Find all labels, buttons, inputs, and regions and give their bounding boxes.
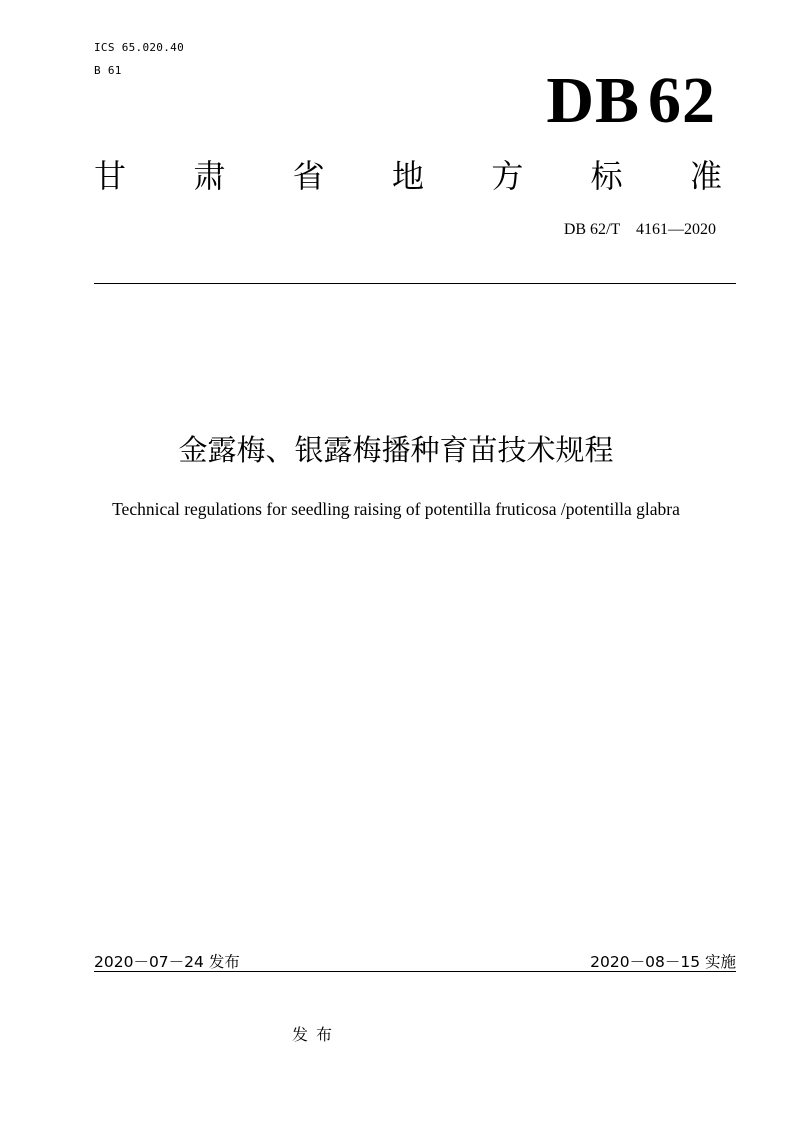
db-prefix: DB <box>546 64 640 137</box>
bottom-divider <box>94 971 736 972</box>
title-char: 标 <box>590 157 623 195</box>
top-divider <box>94 283 736 284</box>
title-char: 省 <box>292 157 325 195</box>
title-char: 准 <box>689 157 722 195</box>
issuer-label: 发布 <box>292 1025 341 1044</box>
document-title-en: Technical regulations for seedling raising of potentilla fruticosa /potentilla glabra <box>112 499 680 519</box>
ics-code: ICS 65.020.40 <box>94 41 184 54</box>
db-code: 62 <box>648 64 716 137</box>
standard-number: DB 62/T 4161—2020 <box>563 221 716 238</box>
implement-date: 2020－08－15 实施 <box>590 953 736 971</box>
document-title-cn: 金露梅、银露梅播种育苗技术规程 <box>178 433 614 467</box>
title-char: 地 <box>391 157 424 195</box>
publish-date: 2020－07－24 发布 <box>94 953 240 971</box>
title-char: 方 <box>491 157 524 195</box>
title-char: 肃 <box>193 157 226 195</box>
db-logo <box>546 66 716 136</box>
standard-type-title <box>94 152 722 196</box>
ccs-code: B 61 <box>94 64 122 77</box>
title-char: 甘 <box>94 157 127 195</box>
